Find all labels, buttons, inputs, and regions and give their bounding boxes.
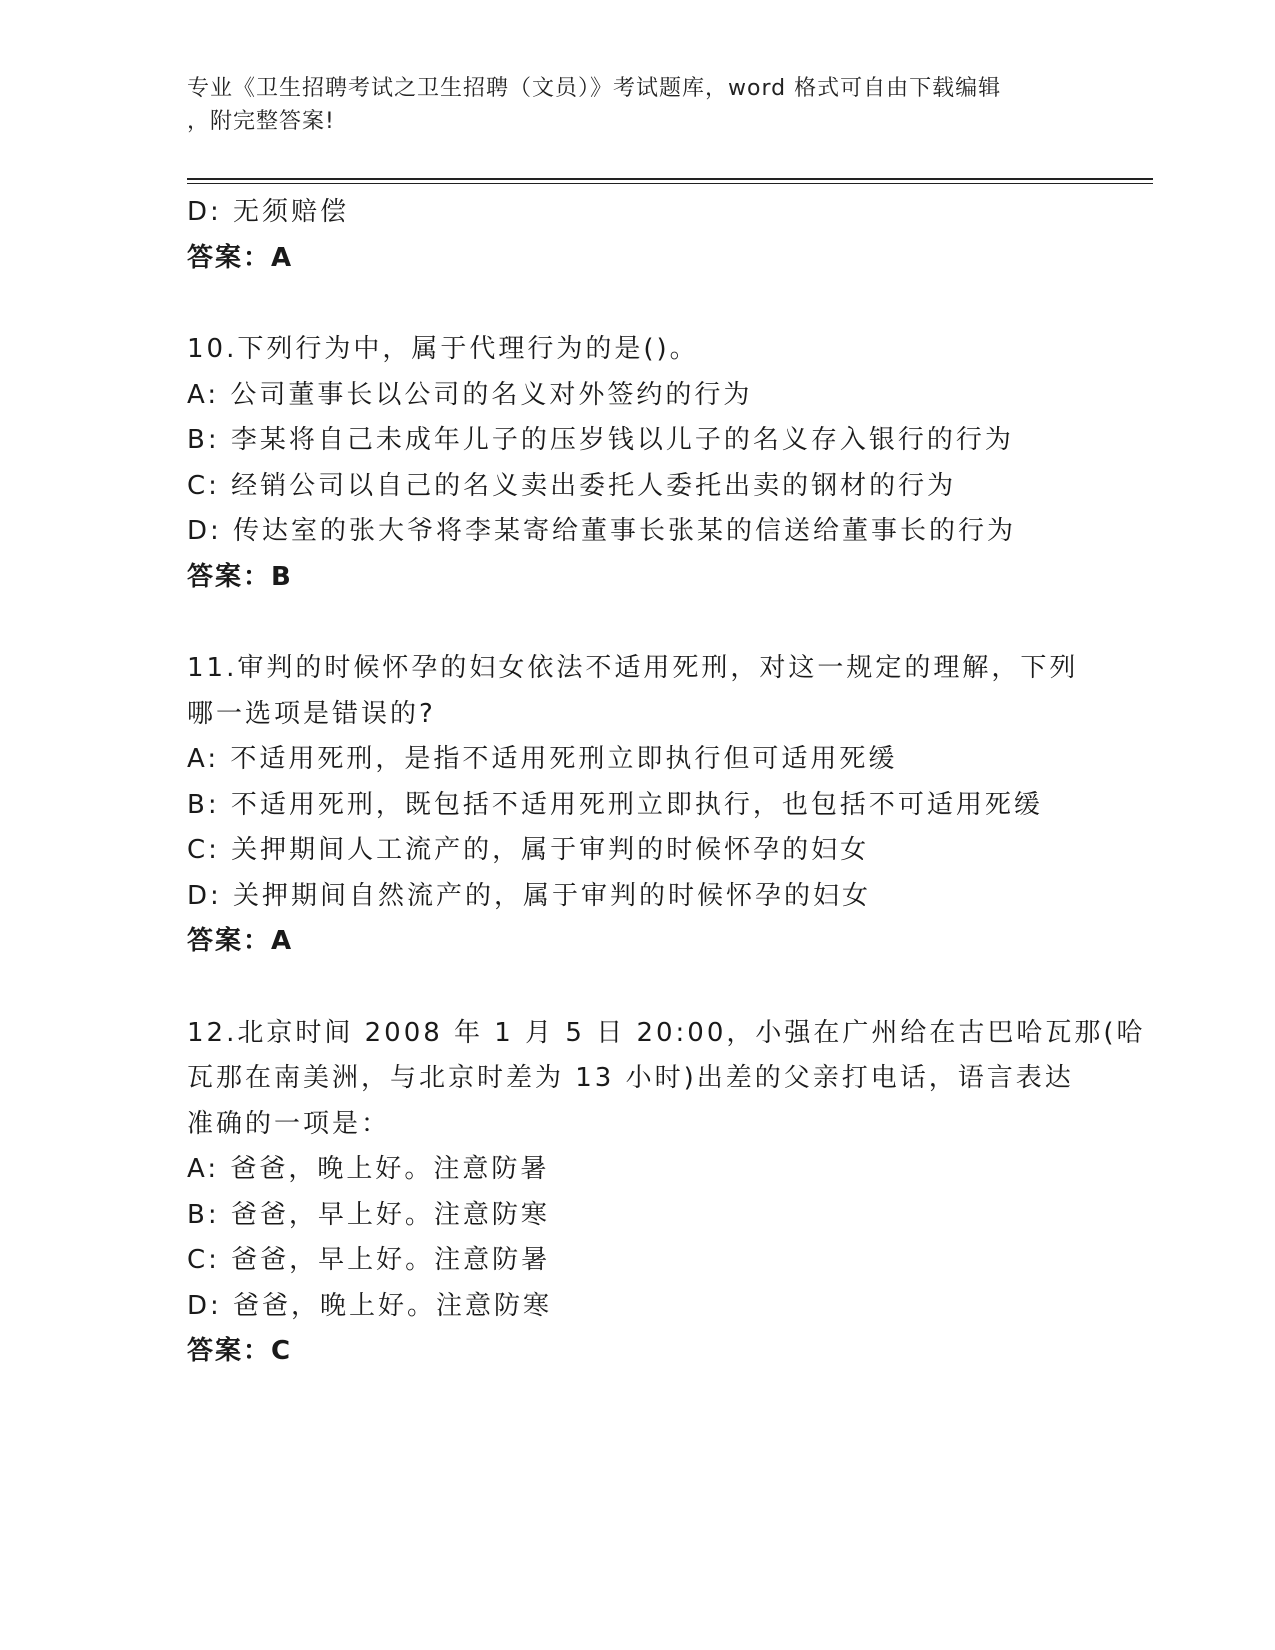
question-10 [187,327,1087,600]
question-stem-line-1: 11.审判的时候怀孕的妇女依法不适用死刑，对这一规定的理解，下列 [187,653,1079,683]
option-d: D: 无须赔偿 [187,197,350,227]
question-stem-line-2: 哪一选项是错误的? [187,698,436,729]
option-b: B: 不适用死刑，既包括不适用死刑立即执行，也包括不可适用死缓 [187,789,1043,820]
spacer [187,965,1087,1011]
question-11 [187,646,1087,965]
option-c: C: 经销公司以自己的名义卖出委托人委托出卖的钢材的行为 [187,470,957,501]
spacer [187,281,1087,327]
spacer [187,600,1087,646]
answer: 答案：B [187,561,293,592]
question-stem-line-1: 12.北京时间 2008 年 1 月 5 日 20:00，小强在广州给在古巴哈瓦那(哈 [187,1017,1146,1048]
question-12 [187,1011,1146,1375]
header-divider-thin [187,183,1153,184]
question-stem-line-2: 瓦那在南美洲，与北京时差为 13 小时)出差的父亲打电话，语言表达 [187,1063,1074,1093]
header-line-1: 专业《卫生招聘考试之卫生招聘（文员）》考试题库，word 格式可自由下载编辑 [187,76,1002,101]
option-b: B: 爸爸，早上好。注意防寒 [187,1199,550,1230]
question-stem: 10.下列行为中，属于代理行为的是()。 [187,334,699,364]
option-d: D: 关押期间自然流产的，属于审判的时候怀孕的妇女 [187,880,872,911]
header-line-2: ，附完整答案! [187,109,335,134]
option-a: A: 爸爸，晚上好。注意防暑 [187,1154,550,1184]
answer: 答案：A [187,926,294,956]
option-a: A: 公司董事长以公司的名义对外签约的行为 [187,379,753,410]
answer: 答案：C [187,1336,293,1366]
document-body [187,190,1146,1375]
question-stem-line-3: 准确的一项是： [187,1108,391,1139]
option-d: D: 爸爸，晚上好。注意防寒 [187,1290,553,1321]
option-b: B: 李某将自己未成年儿子的压岁钱以儿子的名义存入银行的行为 [187,425,1014,455]
question-9-tail [187,190,1087,281]
option-a: A: 不适用死刑，是指不适用死刑立即执行但可适用死缓 [187,744,898,774]
document-header [187,72,1087,138]
header-divider [187,178,1153,180]
answer: 答案：A [187,242,294,273]
option-c: C: 爸爸，早上好。注意防暑 [187,1245,551,1275]
option-d: D: 传达室的张大爷将李某寄给董事长张某的信送给董事长的行为 [187,516,1017,546]
option-c: C: 关押期间人工流产的，属于审判的时候怀孕的妇女 [187,835,870,865]
